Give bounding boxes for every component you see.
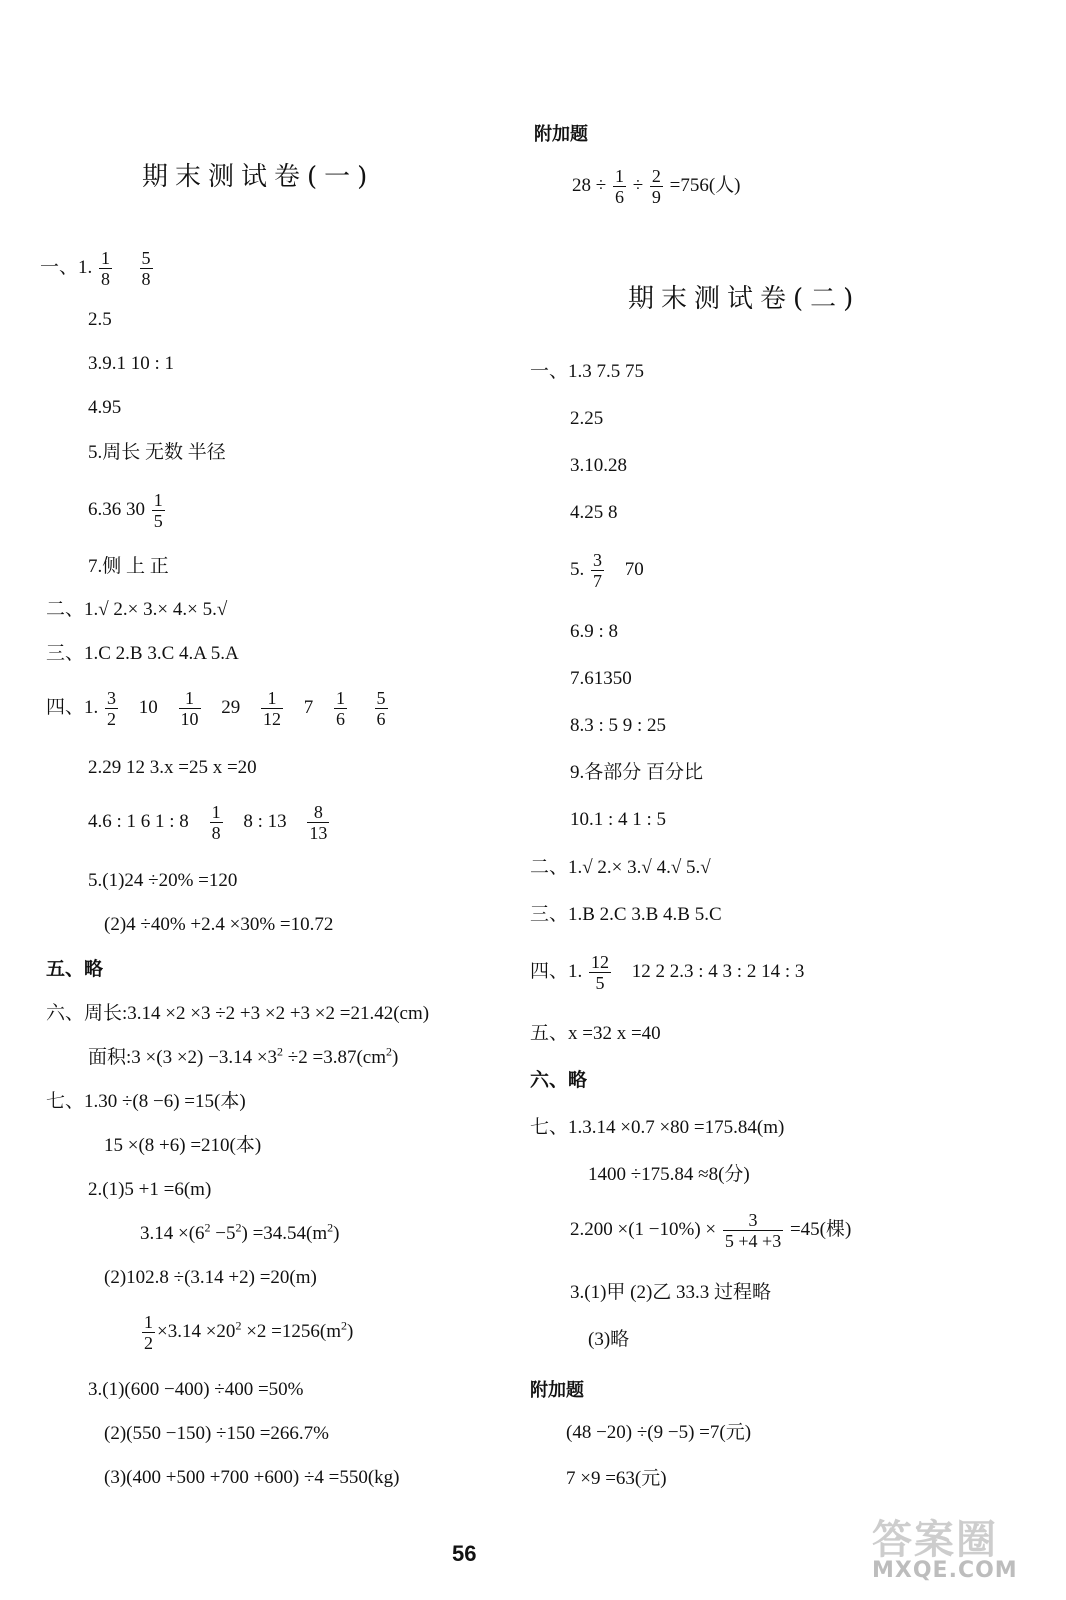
left-q5: 5.周长 无数 半径 [88,442,226,463]
s4q1-t1: 10 [138,696,158,718]
right-q9: 9.各部分 百分比 [570,762,704,783]
right-bonus2b: 7 ×9 =63(元) [566,1468,667,1489]
left-sec7i: (3)(400 +500 +700 +600) ÷4 =550(kg) [104,1467,400,1488]
right-bonus1: 28 ÷ $\frac{1}{6}$ ÷ $\frac{2}{9}$ =756(人) [572,166,741,207]
fraction: $\frac{3}{7}$ [593,550,602,591]
fraction: $\frac{1}{6}$ [336,688,346,729]
right-sec6: 六、略 [530,1070,588,1091]
fraction: $\frac{1}{12}$ [263,688,282,729]
right-sec4: 四、1. $\frac{12}{5}$ 12 2 2.3 : 4 3 : 2 14 : 3 [530,952,805,993]
right-title: 期末测试卷(二) [628,284,861,314]
fraction: $\frac{12}{5}$ [591,952,610,993]
left-q3: 3.9.1 10 : 1 [88,353,175,374]
right-q5: 5. $\frac{3}{7}$ 70 [570,550,644,591]
fraction: $\frac{1}{5}$ [153,490,163,531]
left-sec7d: $3.14 \times(6^2 -5^2) =34.54(m^2)$ [140,1220,340,1244]
left-sec7b: 15 ×(8 +6) =210(本) [104,1135,262,1156]
fraction: $\frac{3}{2}$ [107,688,117,729]
right-q6: 6.9 : 8 [570,621,619,642]
left-sec7h: (2)(550 −150) ÷150 =266.7% [104,1423,329,1444]
left-q2: 2.5 [88,309,112,330]
left-sec6b: 面积:3 $\times(3 \times 2) -3.14 \times 3^2 \div 2 =3.87(cm^2)$ [88,1044,399,1068]
page-number: 56 [452,1541,477,1566]
fraction: $\frac{1}{2}$ [144,1312,153,1353]
right-sec7a: 七、1.3.14 ×0.7 ×80 =175.84(m) [530,1117,785,1138]
right-sec2: 二、1.√ 2.× 3.√ 4.√ 5.√ [530,857,711,878]
left-sec7g: 3.(1)(600 −400) ÷400 =50% [88,1379,304,1400]
left-s4q5a: 5.(1)24 ÷20% =120 [88,870,238,891]
fraction: $\frac{1}{8}$ [211,802,221,843]
right-q3: 3.10.28 [570,455,627,476]
right-sec7c: 2.200 ×(1 −10%) × $\frac{3}{5 +4 +3}$ =45(棵) [570,1210,852,1251]
left-sec7c: 2.(1)5 +1 =6(m) [88,1179,212,1200]
fraction: $\frac{5}{8}$ [141,248,151,289]
left-s4q2: 2.29 12 3.x =25 x =20 [88,757,257,778]
left-s4q5b: (2)4 ÷40% +2.4 ×30% =10.72 [104,914,334,935]
right-bonus2a: (48 −20) ÷(9 −5) =7(元) [566,1422,752,1443]
left-q4: 4.95 [88,397,122,418]
left-sec7a: 七、1.30 ÷(8 −6) =15(本) [46,1091,246,1112]
right-q8: 8.3 : 5 9 : 25 [570,715,667,736]
left-sec6a: 六、周长:3.14 ×2 ×3 ÷2 +3 ×2 +3 ×2 =21.42(cm) [46,1003,430,1024]
left-q6 [88,490,167,531]
fraction: $\frac{3}{5 +4 +3}$ [724,1210,782,1251]
right-sec7b: 1400 ÷175.84 ≈8(分) [588,1164,750,1185]
right-sec3: 三、1.B 2.C 3.B 4.B 5.C [530,904,722,925]
left-sec3: 三、1.C 2.B 3.C 4.A 5.A [46,643,239,664]
fraction: $\frac{8}{13}$ [309,802,328,843]
left-sec5: 五、略 [46,959,104,980]
watermark-logo [868,1508,1052,1588]
right-sec5: 五、x =32 x =40 [530,1023,661,1044]
s4q1-t3: 7 [303,696,314,718]
right-q4: 4.25 8 [570,502,618,523]
fraction: $\frac{2}{9}$ [651,166,661,207]
left-sec1-q1 [40,248,155,289]
watermark-bottom: MXQE.COM [872,1558,1018,1583]
s4q4-t1: 8 : 13 [243,810,287,832]
right-sec7e: (3)略 [588,1329,630,1350]
left-q7: 7.侧 上 正 [88,556,169,577]
watermark-top: 答案圈 [872,1517,998,1563]
left-sec7e: (2)102.8 ÷(3.14 +2) =20(m) [104,1267,317,1288]
right-q1: 一、1.3 7.5 75 [530,361,645,382]
left-sec7f: $\frac{1}{2}$ $\times 3.14 \times 20^2 \times 2 =1256(m^2)$ [144,1312,354,1353]
left-s4q4 [88,802,331,843]
fraction: $\frac{1}{6}$ [614,166,624,207]
s4q4-prefix: 4.6 : 1 6 1 : 8 [88,810,189,832]
right-q7: 7.61350 [570,668,632,689]
sec4-label: 四、 [46,696,85,718]
fraction: $\frac{5}{6}$ [376,688,386,729]
q1-prefix: 1. [78,256,93,278]
s4q1-t2: 29 [221,696,241,718]
fraction: $\frac{1}{8}$ [101,248,111,289]
left-sec4-q1 [46,688,390,729]
right-q2: 2.25 [570,408,604,429]
sec1-label: 一、 [40,256,79,278]
right-sec7d: 3.(1)甲 (2)乙 33.3 过程略 [570,1282,772,1303]
right-bonus2-heading: 附加题 [530,1380,584,1401]
fraction: $\frac{1}{10}$ [180,688,199,729]
right-bonus1-heading: 附加题 [534,124,588,145]
q6-prefix: 6.36 30 [88,498,145,520]
left-sec2: 二、1.√ 2.× 3.× 4.× 5.√ [46,599,228,620]
right-q10: 10.1 : 4 1 : 5 [570,809,667,830]
left-title: 期末测试卷(一) [142,162,375,192]
s4q1-prefix: 1. [84,696,99,718]
